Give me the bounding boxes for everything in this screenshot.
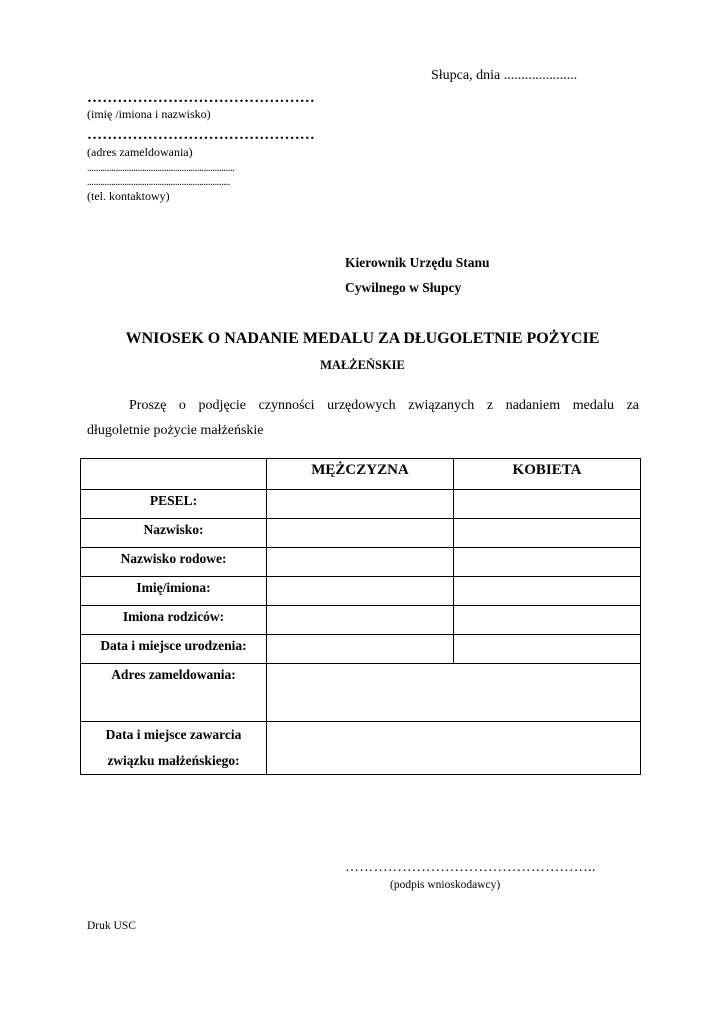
- address-field[interactable]: [267, 664, 641, 722]
- row-label-parents-names: Imiona rodziców:: [81, 606, 267, 635]
- table-row: [81, 548, 641, 577]
- extra-dots-1: ...................................................................: [87, 163, 235, 174]
- row-label-pesel: PESEL:: [81, 490, 267, 519]
- man-birth-field[interactable]: [267, 635, 454, 664]
- row-label-surname: Nazwisko:: [81, 519, 267, 548]
- woman-birth-field[interactable]: [454, 635, 641, 664]
- table-header-row: [81, 459, 641, 490]
- name-label: (imię /imiona i nazwisko): [87, 107, 211, 121]
- table-row: [81, 722, 641, 775]
- request-line-1: Proszę o podjęcie czynności urzędowych związanych z nadaniem medalu za: [129, 398, 639, 413]
- row-label-first-names: Imię/imiona:: [81, 577, 267, 606]
- man-surname-field[interactable]: [267, 519, 454, 548]
- table-row: [81, 519, 641, 548]
- woman-maiden-name-field[interactable]: [454, 548, 641, 577]
- address-dots: ………………………………………: [87, 127, 315, 143]
- man-parents-names-field[interactable]: [267, 606, 454, 635]
- place-date: Słupca, dnia .....................: [431, 68, 578, 83]
- header-empty-cell: [81, 459, 267, 490]
- woman-first-names-field[interactable]: [454, 577, 641, 606]
- address-label: (adres zameldowania): [87, 145, 193, 159]
- document-title-continued: MAŁŻEŃSKIE: [320, 358, 405, 372]
- document-title: WNIOSEK O NADANIE MEDALU ZA DŁUGOLETNIE POŻYCIE: [125, 330, 600, 347]
- man-maiden-name-field[interactable]: [267, 548, 454, 577]
- man-pesel-field[interactable]: [267, 490, 454, 519]
- row-label-maiden-name: Nazwisko rodowe:: [81, 548, 267, 577]
- request-line-2: długoletnie pożycie małżeńskie: [87, 423, 264, 438]
- addressee-line-1: Kierownik Urzędu Stanu: [345, 255, 490, 270]
- row-label-marriage: [81, 722, 267, 775]
- request-paragraph: [87, 393, 639, 443]
- woman-parents-names-field[interactable]: [454, 606, 641, 635]
- signature-dots: ……………………………………………..: [345, 860, 596, 875]
- row-label-address: Adres zameldowania:: [81, 664, 267, 722]
- woman-surname-field[interactable]: [454, 519, 641, 548]
- man-first-names-field[interactable]: [267, 577, 454, 606]
- table-row: [81, 635, 641, 664]
- name-dots: ………………………………………: [87, 90, 315, 106]
- table-row: [81, 664, 641, 722]
- row-label-birth: Data i miejsce urodzenia:: [81, 635, 267, 664]
- addressee-line-2: Cywilnego w Słupcy: [345, 280, 462, 295]
- applicant-table: [80, 458, 641, 775]
- header-man: MĘŻCZYZNA: [267, 459, 454, 490]
- marriage-field[interactable]: [267, 722, 641, 775]
- form-code: Druk USC: [87, 920, 136, 932]
- table-row: [81, 490, 641, 519]
- phone-label: (tel. kontaktowy): [87, 189, 170, 203]
- marriage-label-line-1: Data i miejsce zawarcia: [105, 727, 242, 742]
- table-row: [81, 606, 641, 635]
- marriage-label-line-2: związku małżeńskiego:: [107, 753, 240, 768]
- header-woman: KOBIETA: [454, 459, 641, 490]
- woman-pesel-field[interactable]: [454, 490, 641, 519]
- table-row: [81, 577, 641, 606]
- extra-dots-2: .................................................................: [87, 177, 231, 188]
- signature-label: (podpis wnioskodawcy): [390, 879, 501, 891]
